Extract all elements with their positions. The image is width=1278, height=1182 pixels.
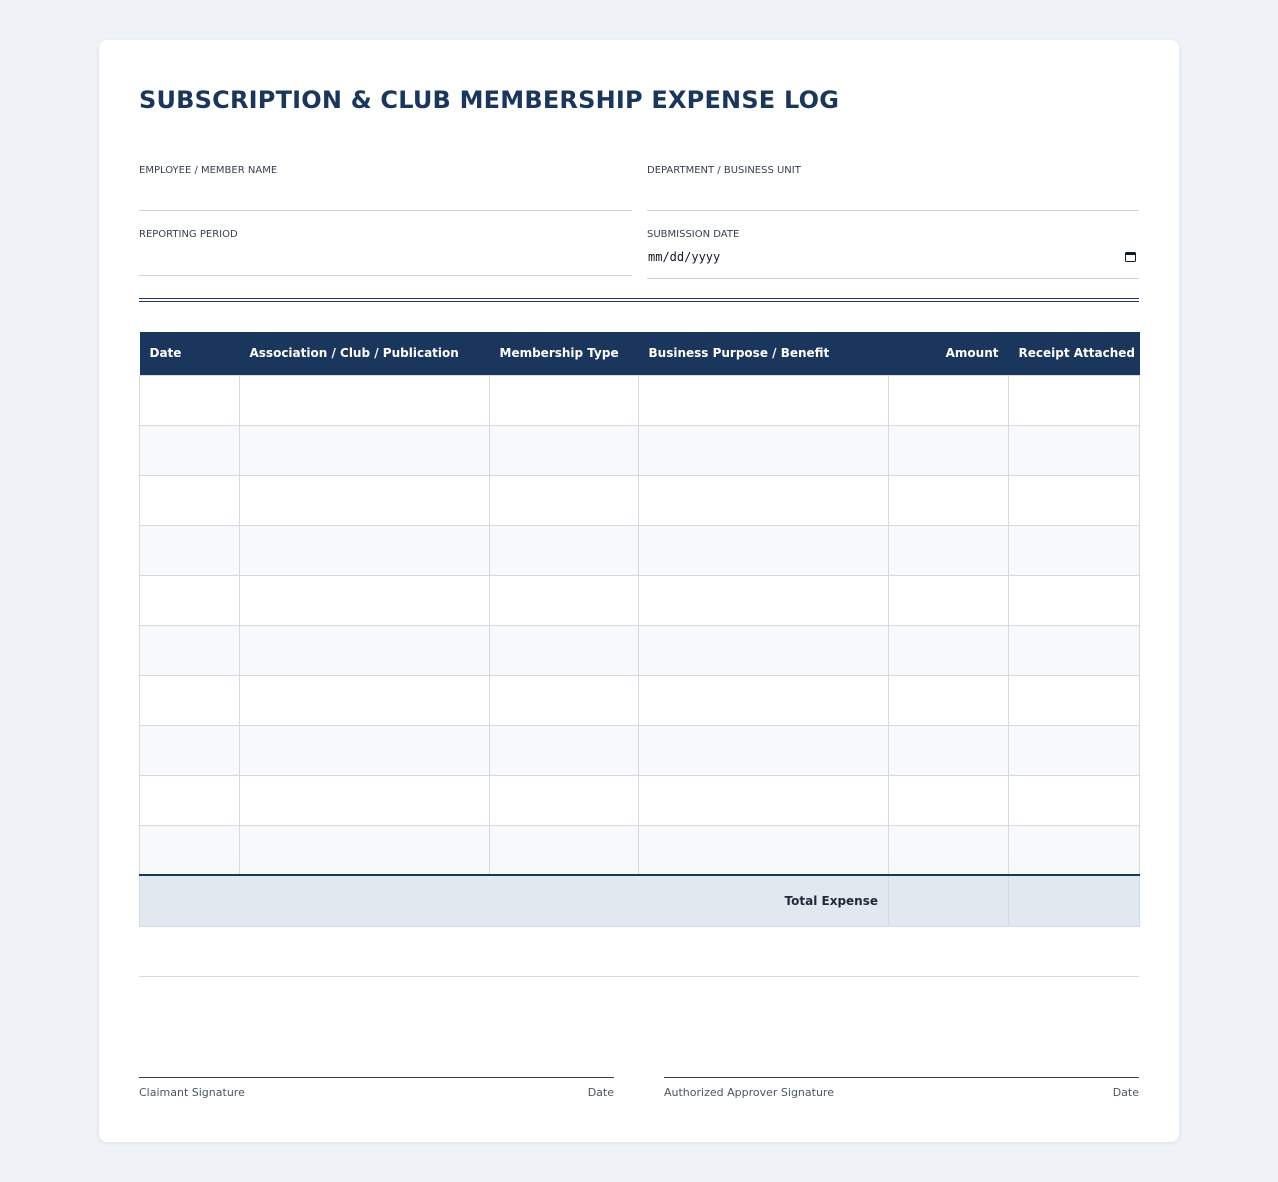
association-cell[interactable] bbox=[240, 775, 490, 825]
membership-type-cell[interactable] bbox=[490, 825, 639, 875]
table-row bbox=[140, 575, 1140, 625]
business-purpose-cell[interactable] bbox=[639, 775, 889, 825]
claimant-signature-label: Claimant Signature bbox=[139, 1086, 245, 1099]
business-purpose-cell[interactable] bbox=[639, 825, 889, 875]
date-cell[interactable] bbox=[140, 775, 240, 825]
table-row bbox=[140, 425, 1140, 475]
total-amount-cell[interactable] bbox=[889, 875, 1009, 926]
association-cell[interactable] bbox=[240, 625, 490, 675]
column-header-receipt: Receipt Attached bbox=[1009, 332, 1140, 375]
column-header-date: Date bbox=[140, 332, 240, 375]
date-cell[interactable] bbox=[140, 475, 240, 525]
membership-type-cell[interactable] bbox=[490, 775, 639, 825]
membership-type-cell[interactable] bbox=[490, 625, 639, 675]
membership-type-cell[interactable] bbox=[490, 375, 639, 425]
receipt-cell[interactable] bbox=[1009, 775, 1140, 825]
business-purpose-cell[interactable] bbox=[639, 725, 889, 775]
date-cell[interactable] bbox=[140, 375, 240, 425]
expense-table bbox=[139, 332, 1140, 927]
employee-name-input[interactable] bbox=[139, 210, 632, 211]
amount-cell[interactable] bbox=[889, 725, 1009, 775]
business-purpose-cell[interactable] bbox=[639, 675, 889, 725]
amount-cell[interactable] bbox=[889, 475, 1009, 525]
table-row bbox=[140, 825, 1140, 875]
amount-cell[interactable] bbox=[889, 825, 1009, 875]
receipt-cell[interactable] bbox=[1009, 675, 1140, 725]
date-cell[interactable] bbox=[140, 675, 240, 725]
submission-date-placeholder: mm/dd/yyyy bbox=[648, 250, 721, 264]
amount-cell[interactable] bbox=[889, 625, 1009, 675]
business-purpose-cell[interactable] bbox=[639, 625, 889, 675]
total-receipt-cell bbox=[1009, 875, 1140, 926]
membership-type-cell[interactable] bbox=[490, 575, 639, 625]
association-cell[interactable] bbox=[240, 725, 490, 775]
page-title: SUBSCRIPTION & CLUB MEMBERSHIP EXPENSE LOG bbox=[139, 86, 840, 114]
reporting-period-input[interactable] bbox=[139, 275, 632, 276]
table-header-row bbox=[140, 332, 1140, 375]
table-row bbox=[140, 525, 1140, 575]
submission-date-label: SUBMISSION DATE bbox=[647, 229, 740, 240]
membership-type-cell[interactable] bbox=[490, 475, 639, 525]
date-cell[interactable] bbox=[140, 725, 240, 775]
total-row bbox=[140, 875, 1140, 926]
receipt-cell[interactable] bbox=[1009, 375, 1140, 425]
association-cell[interactable] bbox=[240, 425, 490, 475]
table-row bbox=[140, 375, 1140, 425]
amount-cell[interactable] bbox=[889, 525, 1009, 575]
approver-signature-label: Authorized Approver Signature bbox=[664, 1086, 834, 1099]
submission-date-input[interactable] bbox=[647, 246, 1139, 268]
submission-date-underline bbox=[647, 278, 1139, 279]
receipt-cell[interactable] bbox=[1009, 625, 1140, 675]
employee-name-label: EMPLOYEE / MEMBER NAME bbox=[139, 165, 278, 176]
receipt-cell[interactable] bbox=[1009, 575, 1140, 625]
claimant-date-label: Date bbox=[587, 1086, 614, 1099]
association-cell[interactable] bbox=[240, 525, 490, 575]
reporting-period-label: REPORTING PERIOD bbox=[139, 229, 238, 240]
membership-type-cell[interactable] bbox=[490, 425, 639, 475]
table-row bbox=[140, 775, 1140, 825]
department-label: DEPARTMENT / BUSINESS UNIT bbox=[647, 165, 801, 176]
association-cell[interactable] bbox=[240, 825, 490, 875]
approver-date-label: Date bbox=[1112, 1086, 1139, 1099]
business-purpose-cell[interactable] bbox=[639, 475, 889, 525]
association-cell[interactable] bbox=[240, 375, 490, 425]
receipt-cell[interactable] bbox=[1009, 425, 1140, 475]
expense-log-card bbox=[99, 40, 1179, 1142]
column-header-association: Association / Club / Publication bbox=[240, 332, 490, 375]
claimant-signature-line[interactable] bbox=[139, 1077, 614, 1108]
business-purpose-cell[interactable] bbox=[639, 375, 889, 425]
calendar-icon[interactable] bbox=[1125, 252, 1136, 262]
amount-cell[interactable] bbox=[889, 425, 1009, 475]
amount-cell[interactable] bbox=[889, 375, 1009, 425]
approver-signature-line[interactable] bbox=[664, 1077, 1139, 1108]
date-cell[interactable] bbox=[140, 825, 240, 875]
column-header-membership-type: Membership Type bbox=[490, 332, 639, 375]
table-row bbox=[140, 475, 1140, 525]
department-input[interactable] bbox=[647, 210, 1139, 211]
amount-cell[interactable] bbox=[889, 675, 1009, 725]
receipt-cell[interactable] bbox=[1009, 525, 1140, 575]
date-cell[interactable] bbox=[140, 525, 240, 575]
notes-divider bbox=[139, 976, 1139, 977]
membership-type-cell[interactable] bbox=[490, 725, 639, 775]
date-cell[interactable] bbox=[140, 625, 240, 675]
association-cell[interactable] bbox=[240, 475, 490, 525]
business-purpose-cell[interactable] bbox=[639, 425, 889, 475]
business-purpose-cell[interactable] bbox=[639, 525, 889, 575]
association-cell[interactable] bbox=[240, 575, 490, 625]
amount-cell[interactable] bbox=[889, 575, 1009, 625]
receipt-cell[interactable] bbox=[1009, 825, 1140, 875]
column-header-business-purpose: Business Purpose / Benefit bbox=[639, 332, 889, 375]
membership-type-cell[interactable] bbox=[490, 675, 639, 725]
membership-type-cell[interactable] bbox=[490, 525, 639, 575]
business-purpose-cell[interactable] bbox=[639, 575, 889, 625]
total-label: Total Expense bbox=[140, 875, 889, 926]
date-cell[interactable] bbox=[140, 425, 240, 475]
table-row bbox=[140, 675, 1140, 725]
receipt-cell[interactable] bbox=[1009, 475, 1140, 525]
section-divider bbox=[139, 298, 1139, 302]
table-row bbox=[140, 625, 1140, 675]
amount-cell[interactable] bbox=[889, 775, 1009, 825]
column-header-amount: Amount bbox=[889, 332, 1009, 375]
association-cell[interactable] bbox=[240, 675, 490, 725]
table-row bbox=[140, 725, 1140, 775]
receipt-cell[interactable] bbox=[1009, 725, 1140, 775]
date-cell[interactable] bbox=[140, 575, 240, 625]
